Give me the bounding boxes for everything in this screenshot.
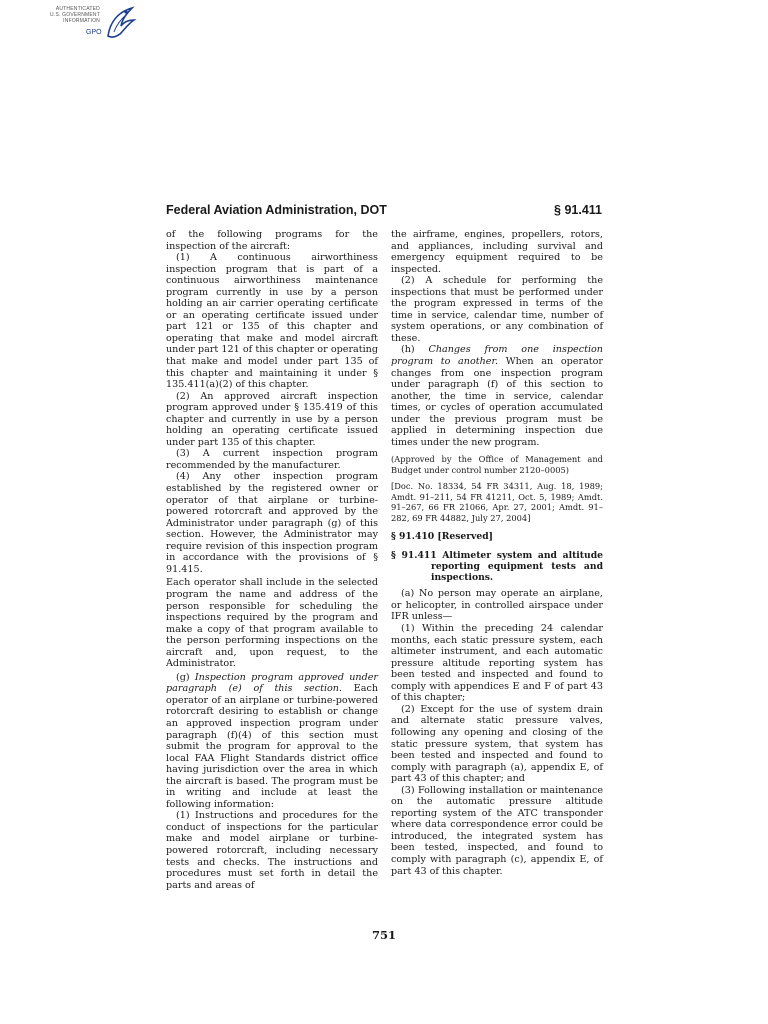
- section-number: § 91.411: [554, 203, 602, 217]
- page-number: 751: [371, 928, 396, 942]
- paragraph: (2) A schedule for performing the inspections that must be performed under the program expressed in terms of the time in service, calendar time, number of system operations, or any combination of these.: [391, 275, 603, 344]
- paragraph-heading: Changes from one inspection program to another.: [391, 344, 603, 368]
- badge-text: AUTHENTICATED U.S. GOVERNMENT INFORMATION: [50, 6, 100, 24]
- section-heading: § 91.411 Altimeter system and altitude reporting equipment tests and inspections.: [391, 550, 603, 584]
- agency-title: Federal Aviation Administration, DOT: [166, 203, 387, 217]
- paragraph: (3) A current inspection program recommended by the manufacturer.: [166, 448, 378, 471]
- omb-approval-note: (Approved by the Office of Management and Budget under control number 2120–0005): [391, 454, 603, 475]
- paragraph: (a) No person may operate an airplane, or helicopter, in controlled airspace under IFR unless—: [391, 588, 603, 623]
- paragraph: (2) An approved aircraft inspection program approved under § 135.419 of this chapter and currently in use by a person holding an operating certificate issued under part 135 of this chapter.: [166, 390, 378, 448]
- paragraph: (1) Within the preceding 24 calendar months, each static pressure system, each altimeter instrument, and each automatic pressure altitude reporting system has been tested and inspected and found to comply with appendices E and F of part 43 of this chapter;: [391, 623, 603, 704]
- left-column: [166, 229, 378, 891]
- paragraph-g: (g) Inspection program approved under paragraph (e) of this section. Each operator of an airplane or turbine-powered rotorcraft desiring to establish or change an approved inspection program under paragraph (f)(4) of this section must submit the program for approval to the local FAA Flight Standards district office having jurisdiction over the area in which the aircraft is based. The program must be in writing and include at least the following information:: [166, 671, 378, 810]
- paragraph-heading: Inspection program approved under paragraph (e) of this section.: [166, 671, 378, 695]
- paragraph: of the following programs for the inspection of the aircraft:: [166, 229, 378, 252]
- gpo-authentication-badge: [28, 4, 140, 44]
- paragraph: the airframe, engines, propellers, rotors, and appliances, including survival and emergency equipment required to be inspected.: [391, 229, 603, 275]
- gpo-label: GPO: [86, 29, 102, 36]
- right-column: [391, 229, 603, 877]
- paragraph: (1) Instructions and procedures for the conduct of inspections for the particular make and model airplane or turbine-powered rotorcraft, including necessary tests and checks. The instructions and procedures must set forth in detail the parts and areas of: [166, 810, 378, 891]
- page-header: [166, 203, 602, 223]
- paragraph-h: (h) Changes from one inspection program to another. When an operator changes from one inspection program under paragraph (f) of this section to another, the time in service, calendar times, or cycles of operation accumulated under the previous program must be applied in determining inspection due times under the new program.: [391, 344, 604, 448]
- eagle-logo-icon: [100, 4, 140, 44]
- section-heading: § 91.410 [Reserved]: [391, 531, 494, 543]
- paragraph: (1) A continuous airworthiness inspection program that is part of a continuous airworthiness maintenance program currently in use by a person holding an air carrier operating certificate or an operating certificate issued under part 121 or 135 of this chapter and operating that make and model aircraft under part 121 of this chapter or operating that make and model under part 135 of this chapter and maintaining it under § 135.411(a)(2) of this chapter.: [166, 252, 378, 391]
- paragraph: (3) Following installation or maintenance on the automatic pressure altitude reporting system of the ATC transponder where data correspondence error could be introduced, the integrated system has been tested, inspected, and found to comply with paragraph (c), appendix E, of part 43 of this chapter.: [391, 784, 603, 877]
- paragraph: (4) Any other inspection program established by the registered owner or operator of that airplane or turbine-powered rotorcraft and approved by the Administrator under paragraph (g) of this section. However, the Administrator may require revision of this inspection program in accordance with the provisions of § 91.415.: [166, 471, 378, 575]
- paragraph: Each operator shall include in the selected program the name and address of the person responsible for scheduling the inspections required by the program and make a copy of that program available to the person performing inspections on the aircraft and, upon request, to the Administrator.: [166, 577, 378, 670]
- source-citation: [Doc. No. 18334, 54 FR 34311, Aug. 18, 1989; Amdt. 91–211, 54 FR 41211, Oct. 5, 1989; Amdt. 91–267, 66 FR 21066, Apr. 27, 2001; Amdt. 91–282, 69 FR 44882, July 27, 2004]: [391, 481, 603, 523]
- paragraph: (2) Except for the use of system drain and alternate static pressure valves, following any opening and closing of the static pressure system, that system has been tested and inspected and found to comply with paragraph (a), appendix E, of part 43 of this chapter; and: [391, 703, 603, 785]
